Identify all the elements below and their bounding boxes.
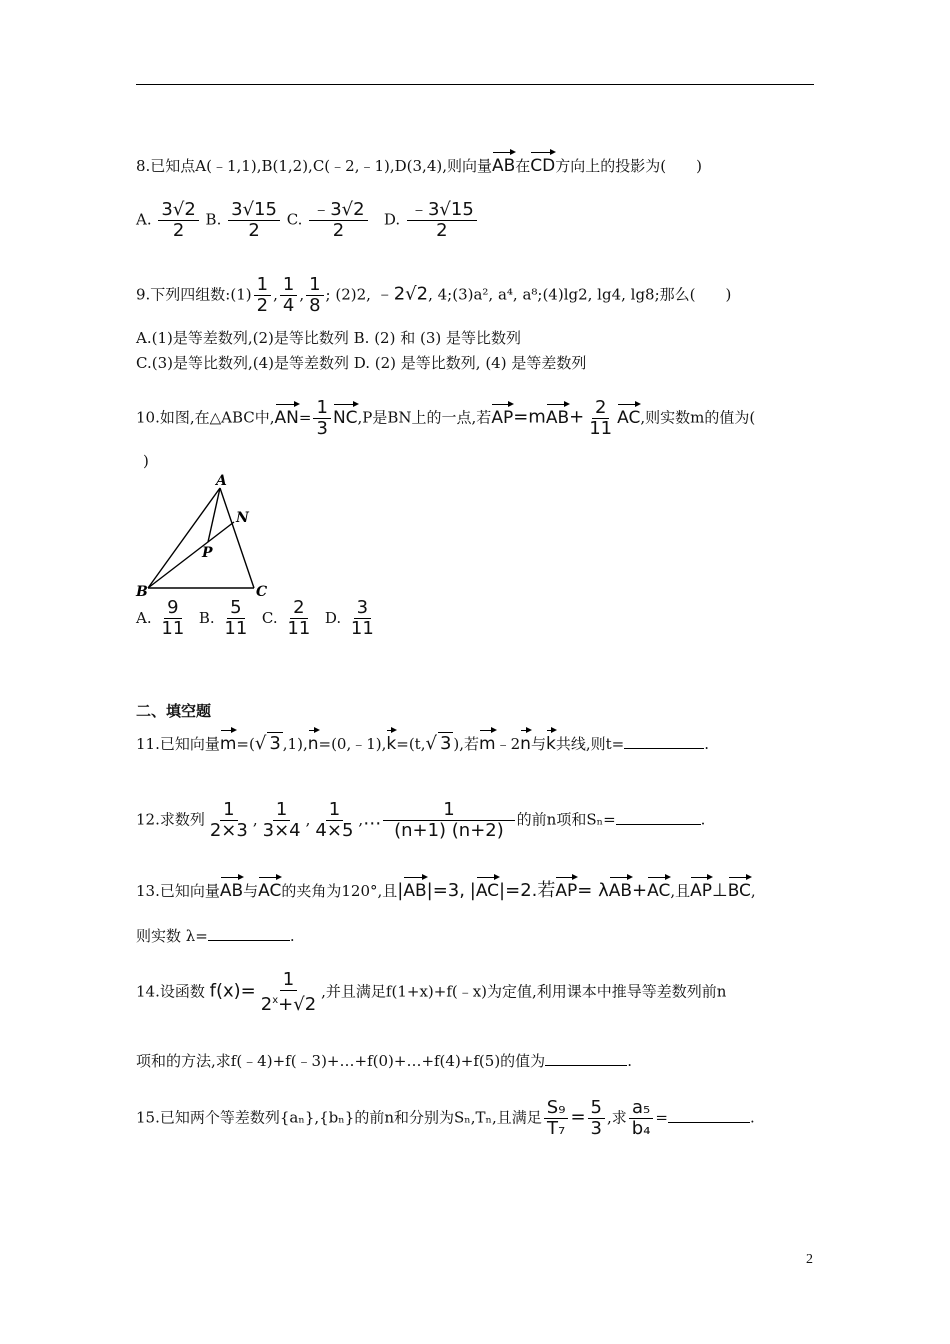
q12-f4-den: (n+1) (n+2) — [394, 820, 504, 841]
q15-c: = — [655, 1108, 668, 1127]
vector-k: k — [386, 728, 396, 754]
question-10-stem — [136, 398, 755, 439]
q9-f1-den: 2 — [256, 295, 269, 316]
vector-m-2: m — [479, 728, 496, 754]
q15-den: 3 — [590, 1118, 602, 1139]
q8-b-num: 3√15 — [228, 200, 280, 221]
q10-option-c — [261, 597, 315, 639]
q8-d-den: 2 — [436, 220, 448, 241]
q9-frac-3 — [306, 275, 323, 316]
q13-end: . — [289, 927, 295, 945]
q9-stem-b: ; (2)2, — [325, 285, 376, 304]
q12-comma-1: , — [252, 810, 258, 829]
q14-a: 14.设函数 — [136, 982, 205, 1001]
vector-n: n — [308, 728, 319, 754]
q14-den-sqrt: +√2 — [278, 994, 317, 1015]
q9-f3-num: 1 — [306, 275, 323, 296]
q9-frac-1 — [254, 275, 271, 316]
q12-frac-2 — [260, 800, 304, 841]
q9-f2-den: 4 — [282, 295, 295, 316]
vector-m: m — [220, 728, 237, 754]
q10-b-num: 5 — [227, 598, 244, 619]
q12-f3-num: 1 — [326, 800, 343, 821]
q10-frac-2-11 — [586, 398, 615, 439]
q8-option-c-label: C. — [286, 210, 303, 229]
question-11 — [136, 728, 709, 754]
q15-frac-5-3 — [588, 1098, 605, 1139]
q11-a: 11.已知向量 — [136, 735, 220, 753]
q13-c: 的夹角为120°,且 — [281, 882, 398, 900]
q13-perp: ⊥ — [712, 880, 728, 901]
q10-b-den: 11 — [224, 618, 248, 639]
q13-abs-open-2: | — [469, 880, 476, 901]
q9-f2-num: 1 — [280, 275, 297, 296]
q11-h: 与 — [530, 735, 546, 753]
vector-k-2: k — [546, 728, 556, 754]
q11-i: 共线,则t= — [555, 735, 625, 753]
vector-n-2: n — [520, 728, 531, 754]
question-15 — [136, 1098, 755, 1139]
page-number: 2 — [806, 1252, 813, 1267]
q10-f-num: 1 — [313, 398, 330, 419]
q14-fx: f(x)= — [209, 980, 256, 1002]
q10-d-num: 3 — [354, 598, 371, 619]
q10-opt-c-label: C. — [261, 608, 278, 627]
q10-d-den: 11 — [350, 618, 374, 639]
q8-d-num: ﹣3√15 — [407, 200, 477, 221]
q15-num: 5 — [588, 1098, 605, 1119]
q8-c-num: ﹣3√2 — [309, 200, 367, 221]
q10-c-num: 2 — [290, 598, 307, 619]
q10-a-num: 9 — [164, 598, 181, 619]
vector-ac-q10: AC — [617, 402, 640, 428]
q10-opt-a-label: A. — [136, 608, 152, 627]
q13-plus: + — [632, 880, 648, 901]
q12-comma-2: , — [305, 810, 311, 829]
section-title-fill-in: 二、填空题 — [136, 702, 212, 720]
q15-end: . — [750, 1108, 755, 1127]
q11-sqrt3-a-val: 3 — [269, 733, 281, 754]
q9-stem-a: 9.下列四组数:(1) — [136, 285, 252, 304]
q12-frac-1 — [207, 800, 251, 841]
q8-option-b-fraction — [228, 200, 280, 241]
q10-opt-d-label: D. — [324, 608, 342, 627]
label-a: A — [216, 473, 227, 489]
q10-f2-num: 2 — [592, 398, 609, 419]
q10-options — [136, 598, 379, 639]
q10-opt-d-frac — [348, 598, 377, 639]
q15-frac-a5-b4 — [629, 1098, 654, 1139]
q13-answer-blank[interactable] — [208, 940, 290, 941]
triangle-figure — [130, 470, 280, 605]
question-12 — [136, 800, 705, 841]
q8-c-den: 2 — [332, 220, 345, 241]
q10-option-a — [136, 597, 189, 639]
q10-option-b — [198, 597, 252, 639]
vector-ap-q13-2: AP — [690, 875, 712, 901]
q14-answer-blank[interactable] — [545, 1065, 627, 1066]
q15-frac-s9-t7 — [544, 1098, 569, 1139]
q14-end: . — [627, 1052, 632, 1070]
q10-close-paren: ) — [143, 452, 149, 470]
q13-h: ,且 — [670, 882, 691, 900]
q13-g: = λ — [577, 880, 609, 901]
q8-option-d-label: D. — [383, 210, 401, 229]
q11-sqrt3-b-val: 3 — [439, 733, 452, 754]
q10-eq-m: =m — [513, 406, 546, 428]
q9-frac-2 — [280, 275, 297, 316]
q9-options-line-2: C.(3)是等比数列,(4)是等差数列 D. (2) 是等比数列, (4) 是等差数列 — [136, 354, 587, 372]
vector-cd: CD — [530, 150, 555, 176]
q11-c: ,1), — [282, 735, 308, 753]
q10-opt-a-frac — [158, 598, 187, 639]
vector-ap-q13: AP — [555, 875, 577, 901]
question-8-options — [136, 200, 479, 241]
q10-a-den: 11 — [161, 618, 185, 639]
q8-stem-c: 方向上的投影为( ) — [555, 157, 702, 175]
q14-b: ,并且满足f(1+x)+f(﹣x)为定值,利用课本中推导等差数列前n — [321, 982, 727, 1001]
q10-f2-den: 11 — [589, 418, 613, 439]
q9-stem-c: , 4;(3)a², a⁴, a⁸;(4)lg2, lg4, lg8;那么( ) — [428, 285, 732, 304]
header-rule — [136, 84, 814, 85]
q10-frac-1-3 — [313, 398, 330, 439]
question-9-stem: 9.下列四组数:(1) $\frac{1}{2}$ , $\frac{1}{4}$ , $\frac{1}{8}$ ; (2)2, ﹣2√2, 4;(3)a², a⁴, a⁸;(4)lg2, lg4, lg8;那么( ) — [136, 274, 732, 316]
label-p: P — [202, 545, 213, 561]
question-8-stem — [136, 150, 702, 176]
q15-t7: T₇ — [547, 1118, 566, 1139]
q10-opt-b-label: B. — [198, 608, 215, 627]
vector-ac-q13: AC — [258, 875, 281, 901]
q12-f3-den: 4×5 — [315, 820, 354, 841]
q10-c-den: 11 — [287, 618, 311, 639]
q14-num: 1 — [280, 970, 297, 991]
q15-eq: = — [570, 1106, 586, 1128]
vector-ab-q13-2: AB — [403, 875, 426, 901]
q11-b: =( — [236, 735, 255, 753]
vector-ab-q13: AB — [220, 875, 243, 901]
q13-e: |=3, — [426, 880, 465, 901]
question-14-line-2 — [136, 1050, 632, 1071]
question-14 — [136, 970, 726, 1015]
q12-f4-num: 1 — [383, 800, 514, 821]
q8-stem-b: 在 — [515, 157, 531, 175]
vector-ac-q13-3: AC — [647, 875, 670, 901]
q12-dots: … — [363, 808, 382, 830]
q15-a5: a₅ — [629, 1098, 653, 1119]
question-13-line-2 — [136, 925, 295, 946]
q14-den — [258, 991, 319, 1015]
question-13 — [136, 875, 756, 902]
q12-f2-den: 3×4 — [262, 820, 301, 841]
q11-sqrt3-b: √ 3 — [425, 733, 452, 754]
vector-an: AN — [275, 402, 299, 428]
vector-ap: AP — [491, 402, 513, 428]
q15-a: 15.已知两个等差数列{aₙ},{bₙ}的前n和分别为Sₙ,Tₙ,且满足 — [136, 1108, 542, 1127]
q14-line2: 项和的方法,求f(﹣4)+f(﹣3)+…+f(0)+…+f(4)+f(5)的值为 — [136, 1052, 546, 1070]
q11-f: ),若 — [453, 735, 480, 753]
q14-den-base: 2 — [260, 994, 273, 1015]
q10-eq: = — [298, 408, 312, 427]
q12-end: . — [700, 810, 706, 829]
q8-option-a-label: A. — [136, 210, 152, 229]
q15-s9: S₉ — [544, 1098, 569, 1119]
label-n: N — [236, 510, 249, 526]
vector-ab: AB — [492, 150, 515, 176]
vector-ab-q10: AB — [546, 402, 569, 428]
q12-frac-3 — [312, 800, 356, 841]
q10-opt-b-frac — [221, 598, 250, 639]
q12-comma-3: , — [358, 810, 364, 829]
q10-option-d — [324, 597, 379, 639]
q8-option-c-fraction — [309, 200, 367, 241]
q8-b-den: 2 — [248, 220, 260, 241]
vector-bc: BC — [728, 875, 751, 901]
q12-answer-blank[interactable] — [616, 824, 701, 825]
q15-b4: b₄ — [631, 1118, 651, 1139]
q8-a-num: 3√2 — [158, 200, 198, 221]
q13-f: |=2.若 — [499, 880, 556, 901]
q9-neg-sqrt: ﹣2√2 — [375, 283, 429, 305]
q10-f-den: 3 — [316, 418, 328, 439]
q9-f3-den: 8 — [309, 295, 321, 316]
q14-den-exp: x — [272, 995, 279, 1006]
q9-f1-num: 1 — [254, 275, 271, 296]
q12-a: 12.求数列 — [136, 810, 205, 829]
q13-a: 13.已知向量 — [136, 882, 220, 900]
q15-b: ,求 — [606, 1108, 627, 1127]
label-b: B — [136, 584, 148, 600]
q11-sqrt3-a: √ 3 — [254, 733, 281, 754]
q12-b: 的前n项和Sₙ= — [516, 810, 616, 829]
q13-abs-open-1: | — [397, 880, 404, 901]
q11-answer-blank[interactable] — [624, 748, 704, 749]
q13-b: 与 — [243, 882, 259, 900]
q8-option-a-fraction — [158, 200, 198, 241]
q12-f1-num: 1 — [220, 800, 237, 821]
q8-a-den: 2 — [172, 220, 185, 241]
q14-fraction — [258, 970, 319, 1015]
q10-stem-a: 10.如图,在△ABC中, — [136, 408, 275, 427]
q12-f2-num: 1 — [273, 800, 290, 821]
q9-options-line-1: A.(1)是等差数列,(2)是等比数列 B. (2) 和 (3) 是等比数列 — [136, 329, 521, 347]
q15-answer-blank[interactable] — [668, 1122, 750, 1123]
vector-nc: NC — [333, 402, 358, 428]
q10-plus: + — [569, 406, 585, 428]
q8-option-d-fraction — [407, 200, 477, 241]
q8-stem-a: 8.已知点A(﹣1,1),B(1,2),C(﹣2,﹣1),D(3,4),则向量 — [136, 157, 492, 175]
q10-stem-c: ,则实数m的值为( — [640, 408, 756, 427]
q12-f1-den: 2×3 — [209, 820, 248, 841]
q13-line2: 则实数 λ= — [136, 927, 208, 945]
q8-option-b-label: B. — [205, 210, 222, 229]
q11-end: . — [704, 735, 709, 753]
vector-ac-q13-2: AC — [476, 875, 499, 901]
q11-e: =(t, — [396, 735, 426, 753]
q11-d: =(0,﹣1), — [318, 735, 387, 753]
q10-stem-b: ,P是BN上的一点,若 — [357, 408, 492, 427]
vector-ab-q13-3: AB — [609, 875, 632, 901]
q11-g: ﹣2 — [495, 735, 521, 753]
q10-opt-c-frac — [284, 598, 313, 639]
label-c: C — [256, 584, 268, 600]
q13-i: , — [750, 882, 756, 900]
q12-frac-general — [383, 800, 514, 841]
